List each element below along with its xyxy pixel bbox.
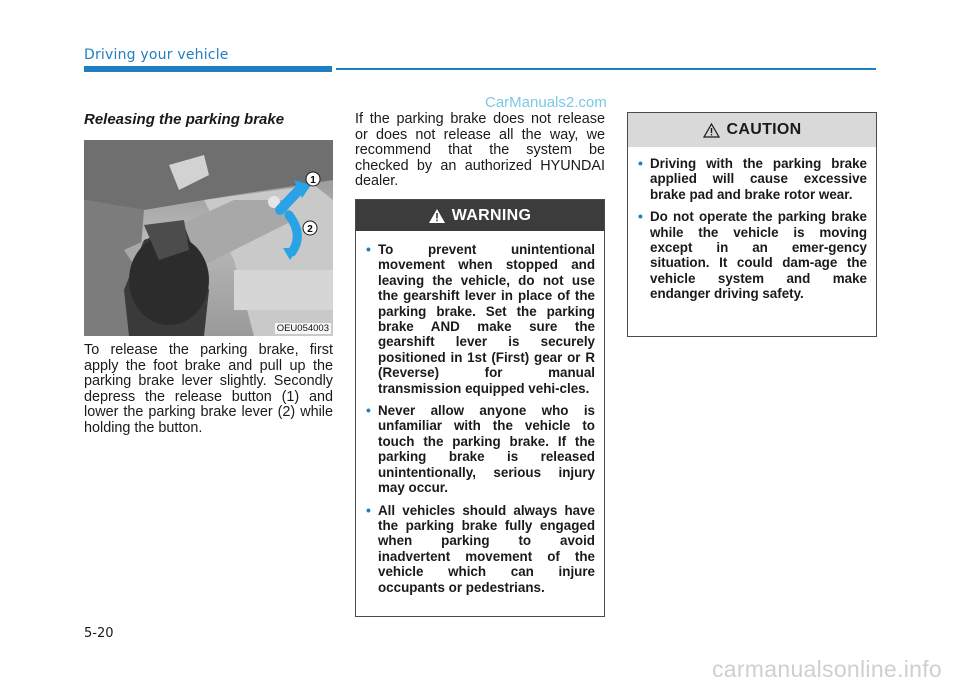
warning-item: • All vehicles should always have the parking brake fully engaged when parking to avoid inadvertent movement of the vehicle which can injure occupants or pedestrians. xyxy=(366,501,595,595)
dealer-recommendation: If the parking brake does not release or does not release all the way, we recommend that the system be checked by an authorized HYUNDAI dealer. xyxy=(355,111,605,190)
section-heading: Releasing the parking brake xyxy=(84,111,285,128)
warning-header xyxy=(356,200,604,231)
section-title: Driving your vehicle xyxy=(84,47,229,63)
caution-header xyxy=(628,113,876,147)
warning-item: • To prevent unintentional movement when stopped and leaving the vehicle, do not use the gearshift lever in place of the parking brake. Set the parking brake AND make sure the gearshift lever is securely positioned in 1st (First) gear or R (Reverse) for manual transmission equipped vehi-cles. xyxy=(366,241,595,396)
warning-icon xyxy=(429,209,445,223)
caution-label: CAUTION xyxy=(726,121,802,138)
caution-icon xyxy=(703,123,720,138)
parking-brake-illustration xyxy=(84,140,333,336)
figure-code: OEU054003 xyxy=(276,323,329,334)
header-rule-thin xyxy=(336,68,876,70)
caution-item: • Driving with the parking brake applied will cause excessive brake pad and brake rotor wear. xyxy=(638,155,867,202)
warning-label: WARNING xyxy=(451,206,532,224)
callout-1: 1 xyxy=(310,175,316,186)
warning-item: • Never allow anyone who is unfamiliar with the vehicle to touch the parking brake. If the parking brake is released unintentionally, serious injury may occur. xyxy=(366,402,595,496)
watermark-link[interactable]: CarManuals2.com xyxy=(485,94,607,111)
caution-item: • Do not operate the parking brake while the vehicle is moving except in an emer-gency situation. It could dam-age the vehicle system and make endanger driving safety. xyxy=(638,208,867,302)
parking-brake-photo xyxy=(84,140,333,336)
footer-watermark[interactable]: carmanualsonline.info xyxy=(711,656,942,682)
caution-box xyxy=(627,112,877,337)
warning-box xyxy=(355,199,605,617)
header-rule-thick xyxy=(84,66,332,72)
release-instructions: To release the parking brake, first apply the foot brake and pull up the parking brake lever slightly. Secondly depress the release button (1) and lower the parking brake lever (2) while holding the button. xyxy=(84,342,333,436)
callout-2: 2 xyxy=(307,224,313,235)
page-number: 5-20 xyxy=(84,626,114,641)
